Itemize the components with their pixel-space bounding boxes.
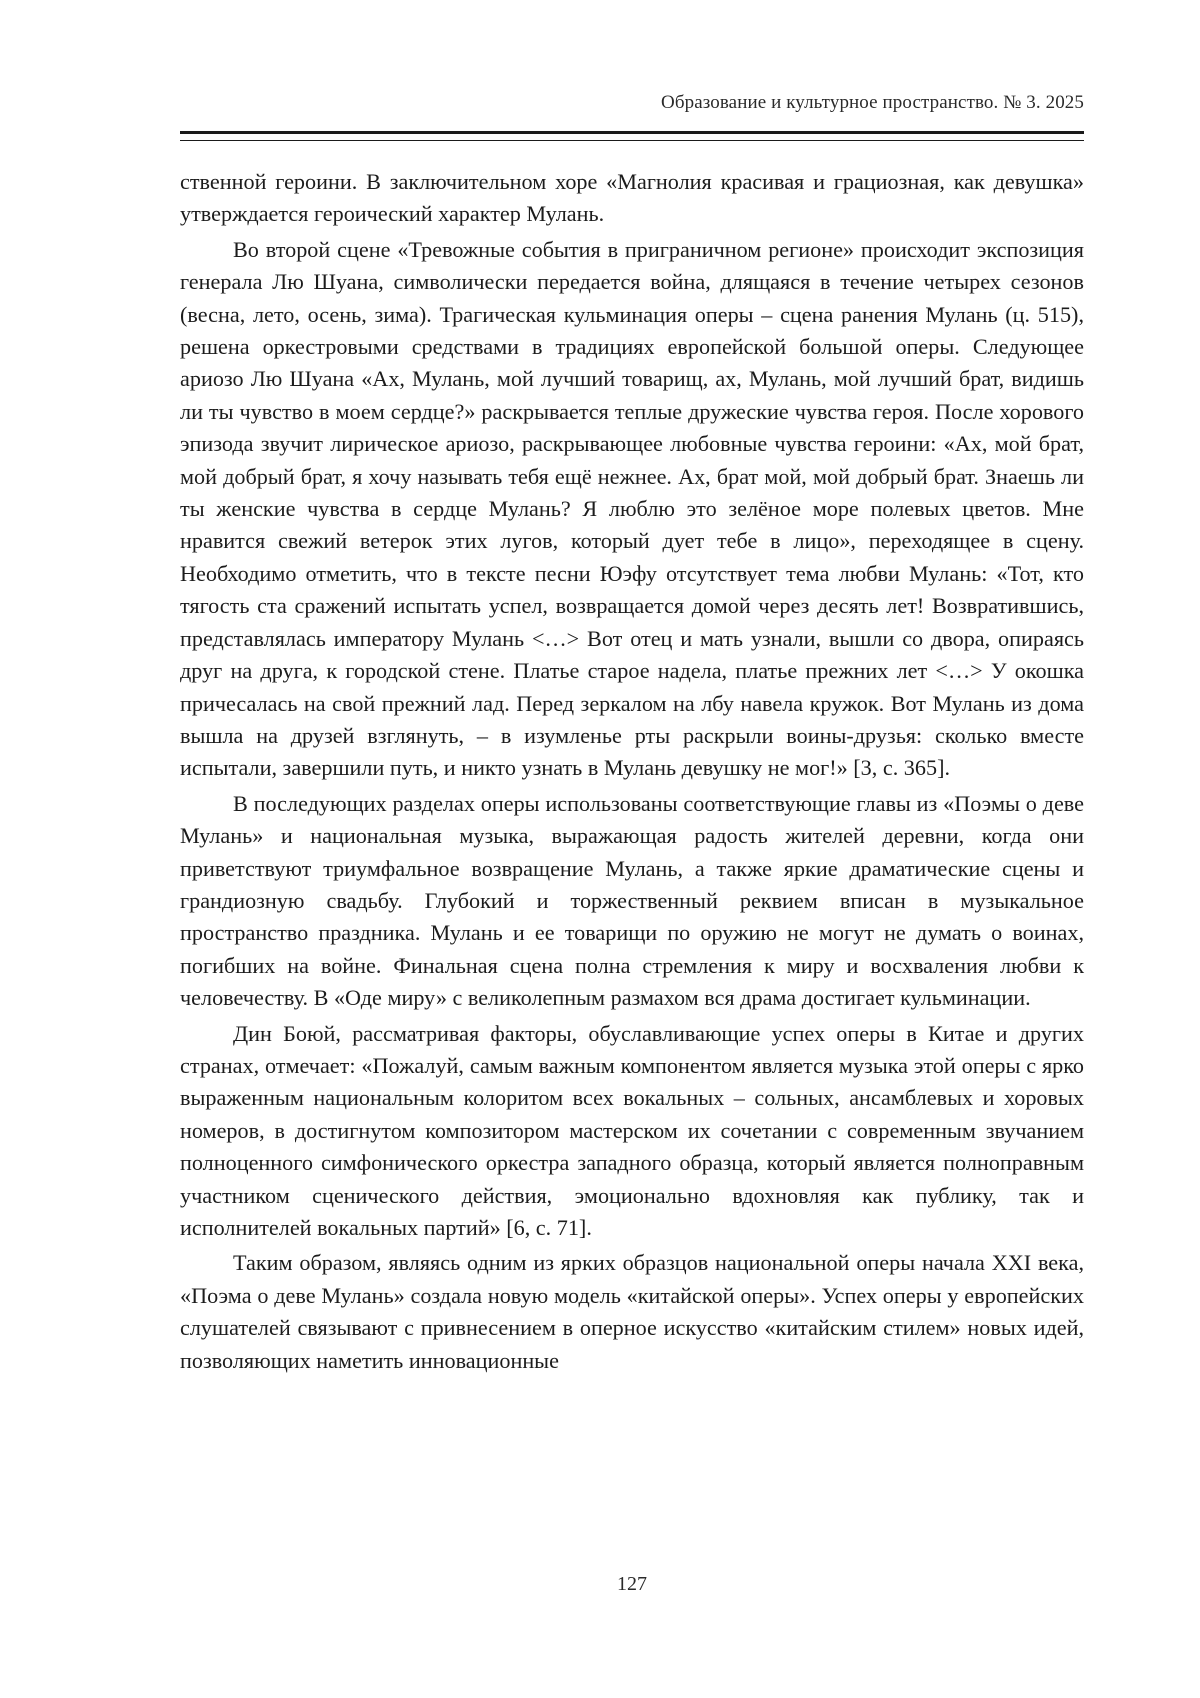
article-body [180,166,1084,1380]
running-header: Образование и культурное пространство. № 3. 2025 [661,92,1084,113]
paragraph-ding-boyu-quote: Дин Боюй, рассматривая факторы, обуславливающие успех оперы в Китае и других странах, отмечает: «Пожалуй, самым важным компонентом является музыка этой оперы с ярко выраженным национальным колоритом всех вокальных – сольных, ансамблевых и хоровых номеров, в достигнутом композитором мастерском их сочетании с современным звучанием полноценного симфонического оркестра западного образца, который является полноправным участником сценического действия, эмоционально вдохновляя как публику, так и исполнителей вокальных партий» [6, с. 71]. [180,1020,1084,1240]
paragraph-later-sections: В последующих разделах оперы использованы соответствующие главы из «Поэмы о деве Мулань» и национальная музыка, выражающая радость жителей деревни, когда они приветствуют триумфальное возвращение Мулань, а также яркие драматические сцены и грандиозную свадьбу. Глубокий и торжественный реквием вписан в музыкальное пространство праздника. Мулань и ее товарищи по оружию не могут не думать о воинах, погибших на войне. Финальная сцена полна стремления к миру и восхваления любви к человечеству. В «Оде миру» с великолепным размахом вся драма достигает кульминации. [180,790,1084,1011]
paragraph-second-scene: Во второй сцене «Тревожные события в приграничном регионе» происходит экспозиция генерала Лю Шуана, символически передается война, длящаяся в течение четырех сезонов (весна, лето, осень, зима). Трагическая кульминация оперы – сцена ранения Мулань (ц. 515), решена оркестровыми средствами в традициях европейской большой оперы. Следующее ариозо Лю Шуана «Ах, Мулань, мой лучший товарищ, ах, Мулань, мой лучший брат, видишь ли ты чувство в моем сердце?» раскрывается теплые дружеские чувства героя. После хорового эпизода звучит лирическое ариозо, раскрывающее любовные чувства героини: «Ах, мой брат, мой добрый брат, я хочу называть тебя ещё нежнее. Ах, брат мой, мой добрый брат. Знаешь ли ты женские чувства в сердце Мулань? Я люблю это зелёное море полевых цветов. Мне нравится свежий ветерок этих лугов, который дует тебе в лицо», переходящее в сцену. Необходимо отметить, что в тексте песни Юэфу отсутствует тема любви Мулань: «Тот, кто тягость ста сражений испытать успел, возвращается домой через десять лет! Возвратившись, представлялась императору Мулань <…> Вот отец и мать узнали, вышли со двора, опираясь друг на друга, к городской стене. Платье старое надела, платье прежних лет <…> У окошка причесалась на свой прежний лад. Перед зеркалом на лбу навела кружок. Вот Мулань из дома вышла на друзей взглянуть, – в изумленье рты раскрыли воины-друзья: сколько вместе испытали, завершили путь, и никто узнать в Мулань девушку не мог!» [3, с. 365]. [180,236,1084,781]
page-number: 127 [617,1573,647,1595]
paragraph-continuation: ственной героини. В заключительном хоре «Магнолия красивая и грациозная, как девушка» утверждается героический характер Мулань. [180,169,1084,227]
header-double-rule [180,131,1084,141]
paragraph-conclusion: Таким образом, являясь одним из ярких образцов национальной оперы начала XXI века, «Поэма о деве Мулань» создала новую модель «китайской оперы». Успех оперы у европейских слушателей связывают с привнесением в оперное искусство «китайским стилем» новых идей, позволяющих наметить инновационные [180,1250,1084,1373]
